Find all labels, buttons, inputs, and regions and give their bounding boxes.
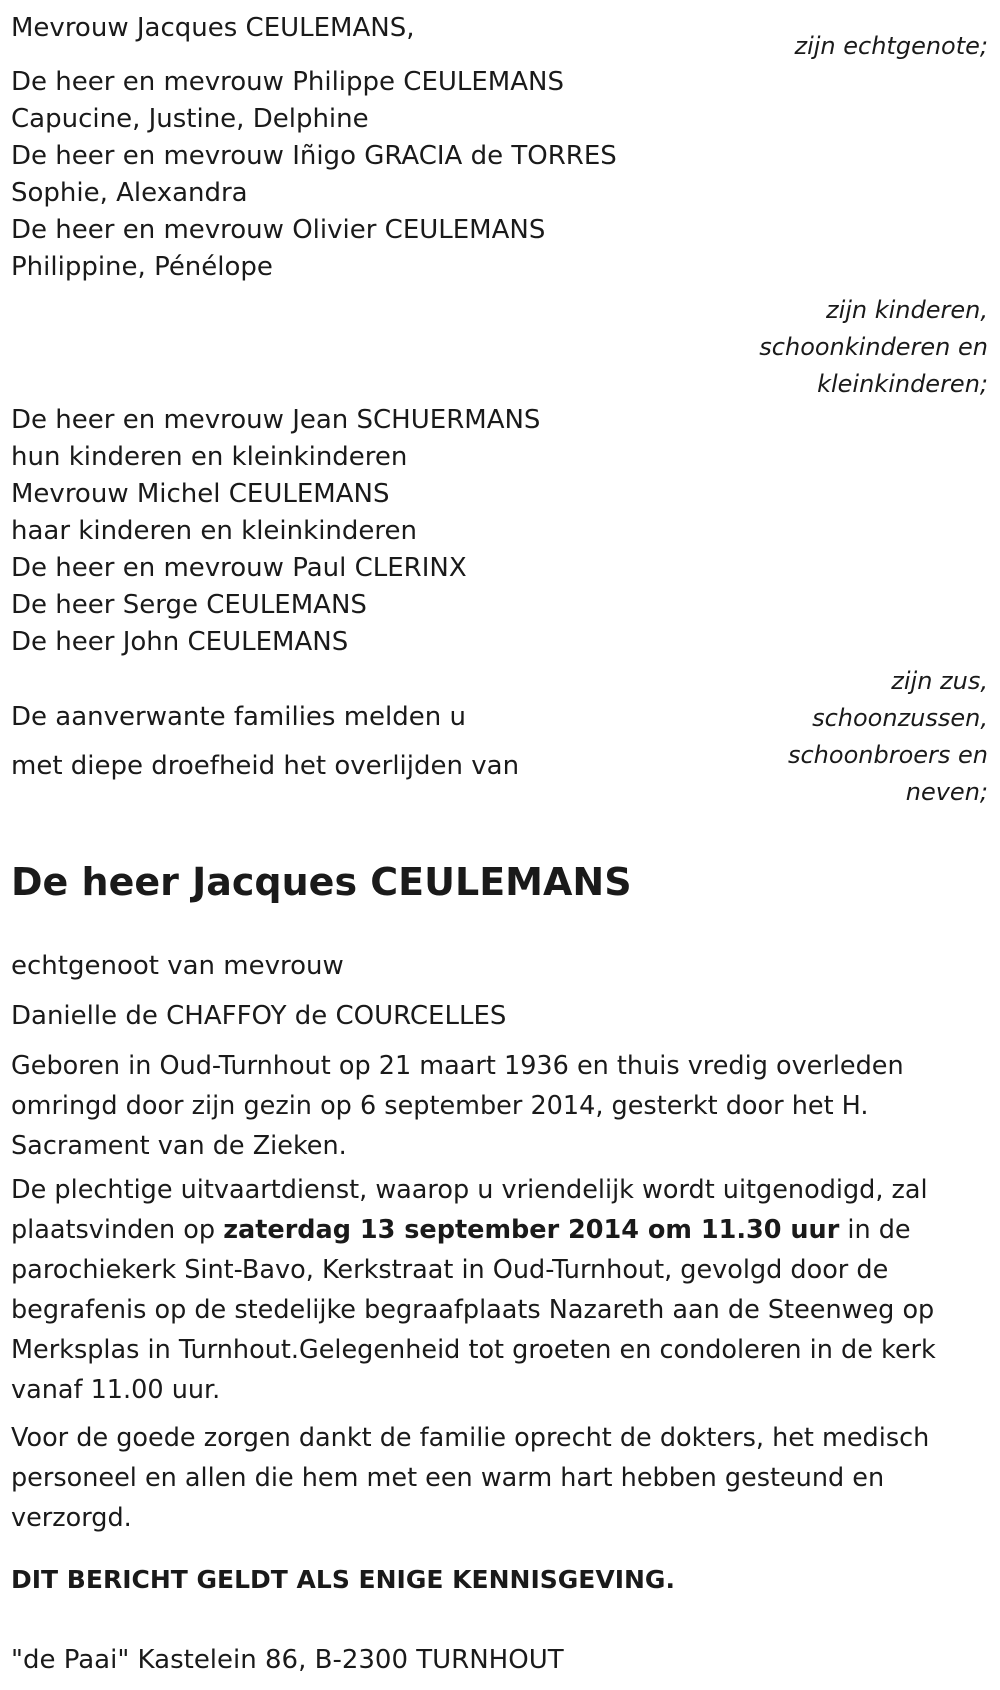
siblings-role-line: schoonzussen, [812, 704, 988, 732]
children-role-line: kleinkinderen; [817, 370, 988, 398]
siblings-line: Mevrouw Michel CEULEMANS [11, 479, 390, 509]
children-line: De heer en mevrouw Philippe CEULEMANS [11, 67, 564, 97]
siblings-role-line: schoonbroers en [787, 741, 988, 769]
siblings-line: De heer John CEULEMANS [11, 627, 349, 657]
children-line: De heer en mevrouw Olivier CEULEMANS [11, 215, 546, 245]
children-role-line: zijn kinderen, [825, 296, 988, 324]
deceased-spouse-line: Danielle de CHAFFOY de COURCELLES [11, 1001, 507, 1031]
service-date: zaterdag 13 september 2014 om 11.30 uur [223, 1215, 840, 1245]
announcement-line: met diepe droefheid het overlijden van [11, 751, 520, 781]
spouse-role: zijn echtgenote; [794, 32, 988, 60]
deceased-spouse-line: echtgenoot van mevrouw [11, 951, 344, 981]
siblings-line: hun kinderen en kleinkinderen [11, 442, 408, 472]
service-text: De plechtige uitvaartdienst, waarop u vriendelijk wordt uitgenodigd, zal plaatsvinden op [11, 1175, 928, 1245]
birth-paragraph: Geboren in Oud-Turnhout op 21 maart 1936 en thuis vredig overleden omringd door zijn gezin op 6 september 2014, gesterkt door het H. Sacrament van de Zieken. [11, 1051, 904, 1161]
siblings-role-line: zijn zus, [891, 667, 988, 695]
service-text: in de parochiekerk Sint-Bavo, Kerkstraat in Oud-Turnhout, gevolgd door de begrafenis op de stedelijke begraafplaats Nazareth aan de Steenweg op Merksplas in Turnhout.Gelegenheid tot groeten en condoleren in de kerk vanaf 11.00 uur. [11, 1215, 936, 1405]
siblings-line: De heer Serge CEULEMANS [11, 590, 367, 620]
announcement-line: De aanverwante families melden u [11, 702, 466, 732]
children-line: Capucine, Justine, Delphine [11, 104, 369, 134]
siblings-line: De heer en mevrouw Paul CLERINX [11, 553, 467, 583]
service-paragraph [11, 1170, 996, 1410]
children-line: De heer en mevrouw Iñigo GRACIA de TORRES [11, 141, 617, 171]
siblings-line: haar kinderen en kleinkinderen [11, 516, 417, 546]
siblings-role-line: neven; [905, 778, 988, 806]
address-text: "de Paai" Kastelein 86, B-2300 TURNHOUT [11, 1645, 564, 1675]
children-line: Philippine, Pénélope [11, 252, 273, 282]
children-line: Sophie, Alexandra [11, 178, 248, 208]
spouse-name: Mevrouw Jacques CEULEMANS, [11, 13, 415, 43]
notice-text: DIT BERICHT GELDT ALS ENIGE KENNISGEVING. [11, 1565, 675, 1594]
deceased-name: De heer Jacques CEULEMANS [11, 860, 632, 904]
siblings-line: De heer en mevrouw Jean SCHUERMANS [11, 405, 541, 435]
thanks-paragraph: Voor de goede zorgen dankt de familie oprecht de dokters, het medisch personeel en allen die hem met een warm hart hebben gesteund en verzorgd. [11, 1423, 930, 1533]
children-role-line: schoonkinderen en [759, 333, 988, 361]
